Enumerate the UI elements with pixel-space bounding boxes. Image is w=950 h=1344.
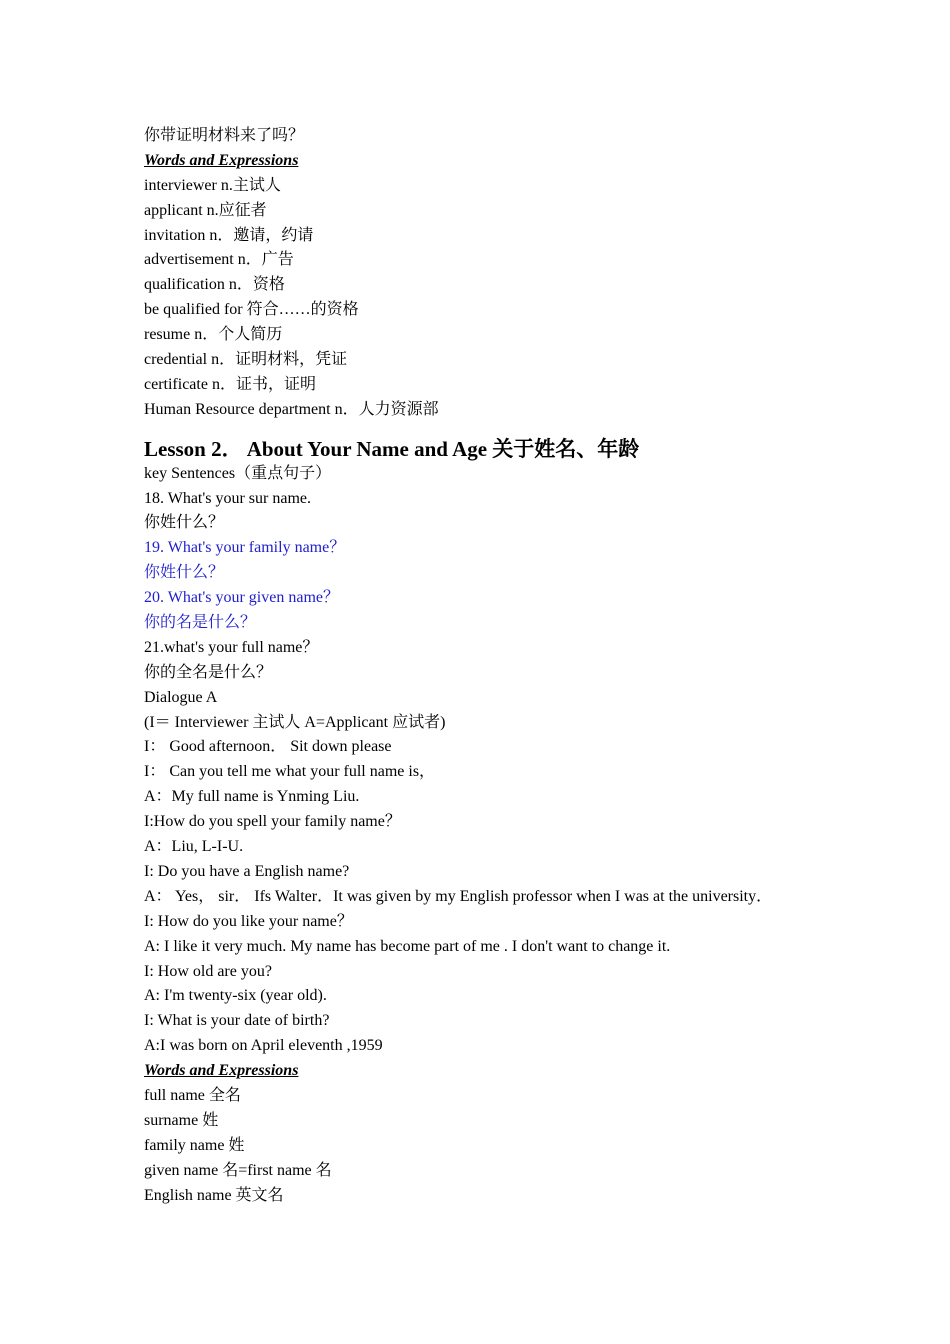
sentence-line-highlighted: 19. What's your family name？ <box>144 539 346 557</box>
dialogue-line: A：Liu, L-I-U. <box>144 838 244 856</box>
dialogue-title: Dialogue A <box>144 688 218 706</box>
vocab-item: invitation n．邀请，约请 <box>144 226 314 244</box>
intro-question: 你带证明材料来了吗？ <box>144 127 305 144</box>
vocab-item: given name 名=first name 名 <box>144 1161 332 1179</box>
dialogue-line: I: How do you like your name？ <box>144 912 353 930</box>
dialogue-line: A: I'm twenty-six (year old). <box>144 987 327 1005</box>
dialogue-line: I: How old are you? <box>144 962 272 980</box>
vocab-item: surname 姓 <box>144 1111 219 1129</box>
dialogue-legend: (I＝ Interviewer 主试人 A=Applicant 应试者) <box>144 713 446 731</box>
vocab-list-1 <box>144 174 824 423</box>
vocab-item: qualification n．资格 <box>144 276 285 294</box>
vocab-item: full name 全名 <box>144 1086 241 1104</box>
key-sentences-list <box>144 487 824 686</box>
vocab-list-2 <box>144 1084 824 1208</box>
sentence-line: 你的全名是什么？ <box>144 663 273 681</box>
dialogue-line: I:How do you spell your family name？ <box>144 813 401 831</box>
dialogue-line: A: I like it very much. My name has become part of me . I don't want to change it. <box>144 937 671 955</box>
lesson-title: Lesson 2． About Your Name and Age 关于姓名、年龄 <box>144 436 640 461</box>
vocab-item: interviewer n.主试人 <box>144 176 281 194</box>
dialogue-line: A：My full name is Ynming Liu. <box>144 788 360 806</box>
sentence-line-highlighted: 20. What's your given name？ <box>144 589 339 607</box>
dialogue-line: I: Do you have a English name? <box>144 862 350 880</box>
words-heading-text: Words and Expressions <box>144 1062 299 1080</box>
dialogue-line: A:I was born on April eleventh ,1959 <box>144 1037 383 1055</box>
vocab-item: advertisement n．广告 <box>144 251 294 269</box>
dialogue-list <box>144 735 824 1059</box>
words-heading-2 <box>144 1059 824 1084</box>
dialogue-line: A： Yes， sir． Ifs Walter．It was given by my English professor when I was at the university． <box>144 887 773 905</box>
sentence-line: 你姓什么？ <box>144 514 225 532</box>
sentence-line: 18. What's your sur name. <box>144 489 311 507</box>
vocab-item: applicant n.应征者 <box>144 201 267 219</box>
words-heading-1 <box>144 149 824 174</box>
vocab-item: credential n．证明材料，凭证 <box>144 351 348 369</box>
dialogue-line: I： Good afternoon． Sit down please <box>144 738 392 756</box>
sentence-line-highlighted: 你姓什么？ <box>144 564 225 582</box>
vocab-item: be qualified for 符合……的资格 <box>144 301 359 319</box>
words-heading-text: Words and Expressions <box>144 151 299 169</box>
vocab-item: resume n．个人简历 <box>144 326 283 344</box>
sentence-line: 21.what's your full name？ <box>144 638 319 656</box>
vocab-item: English name 英文名 <box>144 1186 284 1204</box>
vocab-item: family name 姓 <box>144 1136 245 1154</box>
vocab-item: Human Resource department n．人力资源部 <box>144 400 439 418</box>
document-page <box>144 124 824 1208</box>
key-sentences-label: key Sentences（重点句子） <box>144 464 332 482</box>
dialogue-line: I: What is your date of birth? <box>144 1012 330 1030</box>
sentence-line-highlighted: 你的名是什么？ <box>144 614 257 632</box>
dialogue-line: I： Can you tell me what your full name is， <box>144 763 436 781</box>
vocab-item: certificate n．证书，证明 <box>144 375 316 393</box>
